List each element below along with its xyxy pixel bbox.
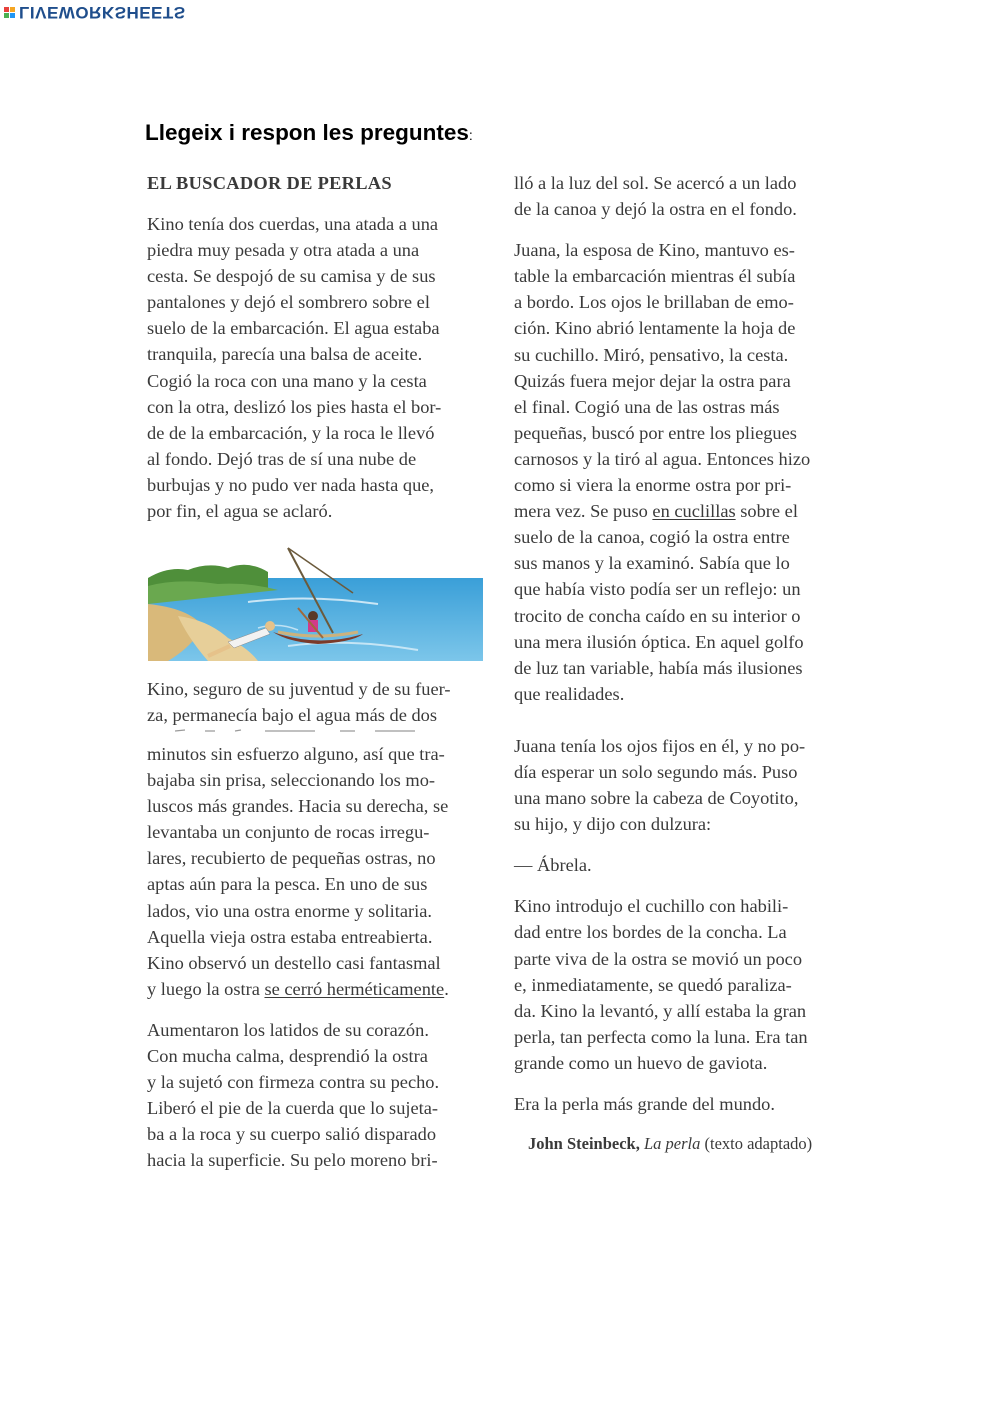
text-line: Kino, seguro de su juventud y de su fuer- <box>147 679 451 699</box>
story-title: EL BUSCADOR DE PERLAS <box>147 173 392 193</box>
text-line: pequeñas, buscó por entre los pliegues <box>514 422 797 443</box>
logo-text: LIVEWORKSHEETS <box>19 3 186 22</box>
text-line: Kino tenía dos cuerdas, una atada a una <box>147 214 439 234</box>
text-line: su hijo, y dijo con dulzura: <box>514 814 712 835</box>
text-line: cesta. Se despojó de su camisa y de sus <box>147 266 436 287</box>
text-line: de la canoa y dejó la ostra en el fondo. <box>514 199 797 220</box>
text-line: una mano sobre la cabeza de Coyotito, <box>514 788 799 809</box>
text-line: parte viva de la ostra se movió un poco <box>514 948 803 969</box>
text-line: a bordo. Los ojos le brillaban de emo- <box>514 292 794 313</box>
text-line: levantaba un conjunto de rocas irregu- <box>147 822 430 843</box>
text-line: de de la embarcación, y la roca le llevó <box>147 422 435 443</box>
text-line: pantalones y dejó el sombrero sobre el <box>147 292 430 313</box>
text-line: Con mucha calma, desprendió la ostra <box>147 1046 428 1067</box>
text-line: aptas aún para la pesca. En uno de sus <box>147 874 428 895</box>
text-line: table la embarcación mientras él subía <box>514 266 796 287</box>
text-line: Quizás fuera mejor dejar la ostra para <box>514 370 791 391</box>
text-line: su cuchillo. Miró, pensativo, la cesta. <box>514 344 789 365</box>
text-line: suelo de la canoa, cogió la ostra entre <box>514 527 790 548</box>
text-line: hacia la superficie. Su pelo moreno bri- <box>147 1150 438 1171</box>
dialogue-line: — Ábrela. <box>514 855 592 876</box>
text-line: ba a la roca y su cuerpo salió disparado <box>147 1124 437 1145</box>
text-line: día esperar un solo segundo más. Puso <box>514 761 798 782</box>
text-line: el final. Cogió una de las ostras más <box>514 396 780 417</box>
text-line: que había visto podía ser un reflejo: un <box>514 579 801 600</box>
text-line: burbujas y no pudo ver nada hasta que, <box>147 474 435 495</box>
text-line: ción. Kino abrió lentamente la hoja de <box>514 318 796 339</box>
left-column-top <box>147 170 487 524</box>
underlined-phrase: se cerró herméticamente <box>264 978 445 999</box>
left-column-middle <box>147 676 487 728</box>
text-line: lados, vio una ostra enorme y solitaria. <box>147 900 432 921</box>
text-line: y la sujetó con firmeza contra su pecho. <box>147 1072 440 1093</box>
text-line: como si viera la enorme ostra por pri- <box>514 475 792 496</box>
logo-squares-icon <box>4 7 15 18</box>
text-line: lares, recubierto de pequeñas ostras, no <box>147 848 436 869</box>
paragraph-1 <box>147 211 487 524</box>
author-credit: John Steinbeck, La perla (texto adaptado) <box>528 1134 813 1154</box>
text-line: y luego la ostra se cerró herméticamente. <box>147 978 449 999</box>
text-line: luscos más grandes. Hacia su derecha, se <box>147 796 449 817</box>
text-line: al fondo. Dejó tras de sí una nube de <box>147 448 417 469</box>
text-line: piedra muy pesada y otra atada a una <box>147 240 420 261</box>
text-line: perla, tan perfecta como la luna. Era tan <box>514 1026 808 1047</box>
text-line: carnosos y la tiró al agua. Entonces hizo <box>514 448 811 469</box>
text-line: Juana, la esposa de Kino, mantuvo es- <box>514 240 795 261</box>
text-line: Kino introdujo el cuchillo con habili- <box>514 896 789 917</box>
text-line: bajaba sin prisa, seleccionando los mo- <box>147 770 436 791</box>
text-line: minutos sin esfuerzo alguno, así que tra- <box>147 744 445 764</box>
closing-line: Era la perla más grande del mundo. <box>514 1094 775 1114</box>
text-line: suelo de la embarcación. El agua estaba <box>147 318 440 339</box>
text-line: Juana tenía los ojos fijos en él, y no po- <box>514 735 806 756</box>
text-line: tranquila, parecía una balsa de aceite. <box>147 344 423 365</box>
text-line: una mera ilusión óptica. En aquel golfo <box>514 631 804 652</box>
text-line: dad entre los bordes de la concha. La <box>514 922 787 943</box>
text-line: que realidades. <box>514 683 625 704</box>
instruction-heading: Llegeix i respon les preguntes: <box>145 120 473 145</box>
text-line: Liberó el pie de la cuerda que lo sujeta- <box>147 1098 439 1119</box>
text-line: Cogió la roca con una mano y la cesta <box>147 370 427 391</box>
text-line: mera vez. Se puso en cuclillas sobre el <box>514 501 798 522</box>
text-line: Aumentaron los latidos de su corazón. <box>147 1019 429 1040</box>
text-line: Kino observó un destello casi fantasmal <box>147 952 441 973</box>
text-line: sus manos y la examinó. Sabía que lo <box>514 553 790 574</box>
text-line: por fin, el agua se aclaró. <box>147 501 333 522</box>
text-line: e, inmediatamente, se quedó paraliza- <box>514 974 792 995</box>
text-line: da. Kino la levantó, y allí estaba la gran <box>514 1000 807 1021</box>
text-line: con la otra, deslizó los pies hasta el bor- <box>147 396 442 417</box>
text-line: trocito de concha caído en su interior o <box>514 605 801 626</box>
text-line: de luz tan variable, había más ilusiones <box>514 657 803 678</box>
text-line: Aquella vieja ostra estaba entreabierta. <box>147 926 433 947</box>
text-line: grande como un huevo de gaviota. <box>514 1052 768 1073</box>
page-cut-marks <box>175 728 415 734</box>
text-line: za, permanecía bajo el agua más de dos <box>147 705 438 726</box>
liveworksheets-logo <box>4 2 186 22</box>
left-column-bottom <box>147 741 487 1174</box>
underlined-phrase: en cuclillas <box>652 501 736 522</box>
right-column <box>514 170 854 1157</box>
text-line: lló a la luz del sol. Se acercó a un lado <box>514 173 797 193</box>
boat-illustration <box>148 538 483 661</box>
